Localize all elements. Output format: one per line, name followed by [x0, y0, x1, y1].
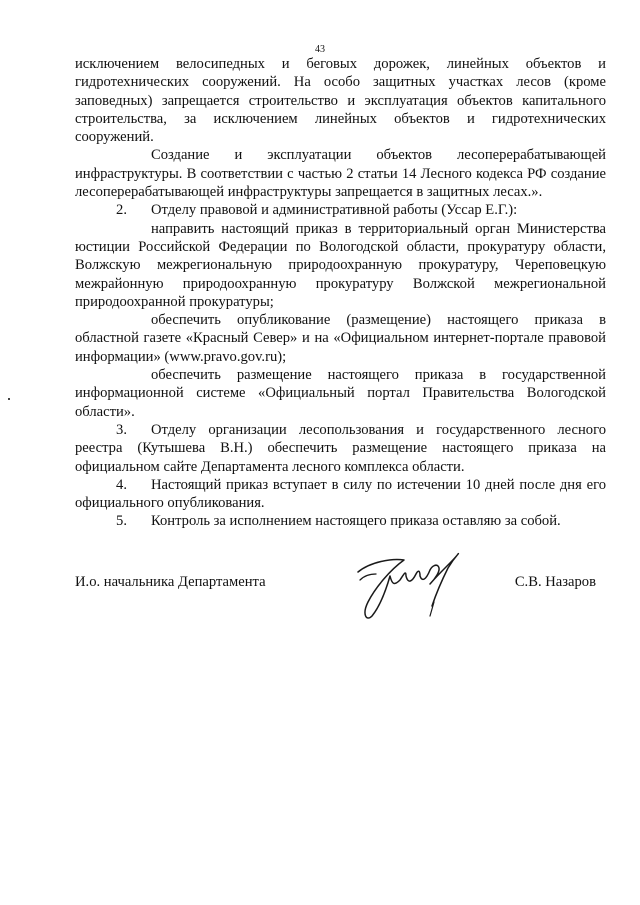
paragraph-continuation: исключением велосипедных и беговых дорожек, линейных объектов и гидротехнических сооружений. На особо защитных участках лесов (кроме заповедных) запрещается строительство и эксплуатация объектов капитального строительства, за исключением линейных объектов и гидротехнических сооружений. — [75, 56, 606, 146]
numbered-item-4 — [75, 476, 606, 513]
numbered-item-3 — [75, 421, 606, 476]
document-body — [75, 55, 606, 531]
paragraph-publish: обеспечить опубликование (размещение) настоящего приказа в областной газете «Красный Север» и на «Официальном интернет-портале правовой информации» (www.pravo.gov.ru); — [75, 312, 606, 365]
item-number: 4. — [116, 476, 127, 493]
numbered-item-5 — [75, 512, 606, 530]
numbered-item-2 — [75, 201, 606, 219]
signatory-position: И.о. начальника Департамента — [75, 574, 266, 590]
item-text: Отделу организации лесопользования и государственного лесного реестра (Кутышева В.Н.) обеспечить размещение настоящего приказа на официальном сайте Департамента лесного комплекса области. — [75, 421, 606, 475]
paragraph-infrastructure: Создание и эксплуатации объектов лесоперерабатывающей инфраструктуры. В соответствии с частью 2 статьи 14 Лесного кодекса РФ создание лесоперерабатывающей инфраструктуры запрещается в защитных лесах.». — [75, 147, 606, 201]
paragraph-send-order: направить настоящий приказ в территориальный орган Министерства юстиции Российской Федерации по Вологодской области, прокуратуру области, Волжскую межрегиональную природоохранную прокуратуру, Череповецкую межрайонную природоохранную прокуратуру Волжской межрегиональной природоохранной прокуратуры; — [75, 220, 606, 310]
item-text: Контроль за исполнением настоящего приказа оставляю за собой. — [151, 513, 561, 530]
item-text: Отделу правовой и административной работы (Уссар Е.Г.): — [151, 202, 518, 219]
signatory-name: С.В. Назаров — [514, 574, 596, 590]
item-number: 3. — [116, 421, 127, 438]
item-text: Настоящий приказ вступает в силу по истечении 10 дней после дня его официального опубликования. — [75, 476, 606, 512]
handwritten-signature — [330, 540, 470, 640]
paragraph-place: обеспечить размещение настоящего приказа в государственной информационной системе «Официальный портал Правительства Вологодской области». — [75, 367, 606, 420]
page-number: 43 — [315, 44, 325, 55]
item-number: 5. — [116, 513, 127, 530]
item-number: 2. — [116, 202, 127, 219]
scan-dot — [8, 398, 10, 400]
